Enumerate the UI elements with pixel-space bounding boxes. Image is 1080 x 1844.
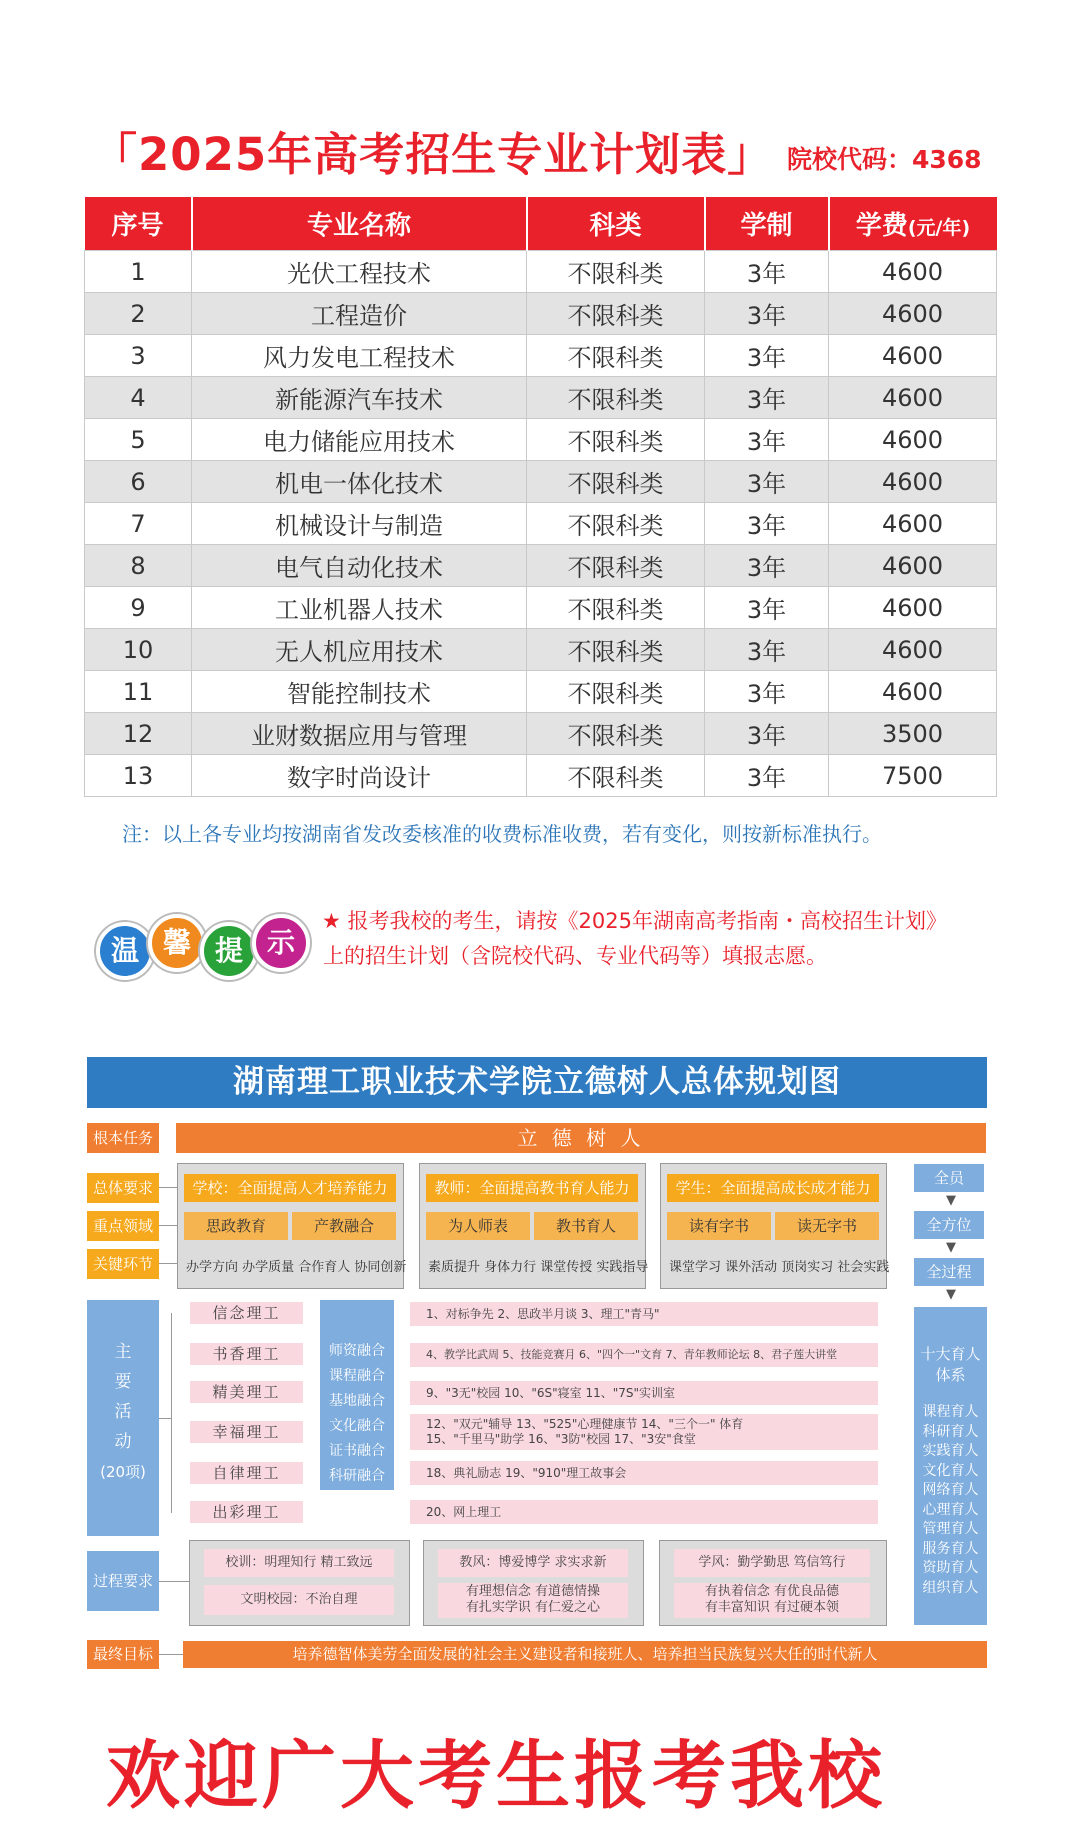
group-head: 教师：全面提高教书育人能力 [426, 1174, 638, 1202]
header-duration: 学制 [705, 197, 829, 251]
root-task-bar: 立 德 树 人 [176, 1123, 986, 1153]
table-cell: 工业机器人技术 [192, 587, 527, 629]
connector [171, 1313, 172, 1513]
label-root-task: 根本任务 [87, 1123, 159, 1153]
activity-reading: 书香理工 [190, 1343, 303, 1365]
side-whole-process: 全过程 [914, 1258, 984, 1286]
process-study-sub [674, 1583, 870, 1618]
table-cell: 4600 [829, 545, 997, 587]
table-cell: 4 [85, 377, 192, 419]
label-key-links: 关键环节 [87, 1249, 159, 1279]
table-cell: 7 [85, 503, 192, 545]
table-cell: 光伏工程技术 [192, 251, 527, 293]
process-motto-box [189, 1540, 410, 1626]
connector [159, 1187, 177, 1188]
fusion-item: 文化融合 [329, 1418, 385, 1434]
activity-beauty: 精美理工 [190, 1381, 303, 1403]
activity-happiness: 幸福理工 [190, 1421, 303, 1443]
table-cell: 3年 [705, 755, 829, 797]
table-cell: 3年 [705, 713, 829, 755]
activity-desc: 20、网上理工 [410, 1500, 878, 1524]
fee-note: 注：以上各专业均按湖南省发改委核准的收费标准收费，若有变化，则按新标准执行。 [122, 822, 882, 846]
ten-system-item: 科研育人 [922, 1423, 979, 1440]
table-cell: 不限科类 [527, 713, 705, 755]
activities-char: 要 [114, 1372, 132, 1392]
table-cell: 3500 [829, 713, 997, 755]
activities-char: 动 [114, 1432, 132, 1452]
connector [159, 1581, 189, 1582]
group-pill: 读有字书 [667, 1212, 771, 1240]
table-cell: 不限科类 [527, 335, 705, 377]
ten-system-item: 文化育人 [922, 1462, 979, 1479]
table-row [85, 419, 997, 461]
group-links: 课堂学习 课外活动 顶岗实习 社会实践 [669, 1260, 890, 1275]
table-row [85, 377, 997, 419]
group-pill: 产教融合 [292, 1212, 396, 1240]
page-title: 「2025年高考招生专业计划表」 [92, 128, 774, 181]
activities-count: (20项) [100, 1463, 146, 1481]
table-cell: 4600 [829, 629, 997, 671]
table-cell: 10 [85, 629, 192, 671]
group-pill: 读无字书 [775, 1212, 879, 1240]
group-head: 学校：全面提高人才培养能力 [184, 1174, 396, 1202]
ten-system-item: 管理育人 [922, 1521, 979, 1537]
table-row [85, 335, 997, 377]
warm-tip-char: 温 [96, 922, 154, 980]
table-cell: 11 [85, 671, 192, 713]
table-cell: 5 [85, 419, 192, 461]
process-teaching: 教风：博爱博学 求实求新 [438, 1549, 628, 1577]
process-study-sub2: 有丰富知识 有过硬本领 [704, 1600, 840, 1615]
table-cell: 电气自动化技术 [192, 545, 527, 587]
group-links: 办学方向 办学质量 合作育人 协同创新 [186, 1260, 407, 1275]
ten-system-item: 资助育人 [922, 1560, 979, 1576]
activity-desc: 1、对标争先 2、思政半月谈 3、理工"青马" [410, 1302, 878, 1326]
ten-system-title2: 体系 [935, 1366, 966, 1384]
activity-belief: 信念理工 [190, 1302, 303, 1324]
process-civil: 文明校园：不治自理 [204, 1585, 394, 1615]
table-header-row [85, 197, 997, 251]
table-cell: 3年 [705, 629, 829, 671]
table-cell: 13 [85, 755, 192, 797]
main-activities-label [87, 1300, 159, 1536]
table-cell: 风力发电工程技术 [192, 335, 527, 377]
table-row [85, 755, 997, 797]
table-cell: 12 [85, 713, 192, 755]
table-cell: 不限科类 [527, 251, 705, 293]
group-pill: 为人师表 [426, 1212, 530, 1240]
table-cell: 3年 [705, 671, 829, 713]
table-cell: 不限科类 [527, 293, 705, 335]
table-cell: 1 [85, 251, 192, 293]
ten-system-item: 课程育人 [922, 1404, 979, 1420]
table-cell: 不限科类 [527, 503, 705, 545]
group-school [177, 1163, 407, 1289]
table-cell: 不限科类 [527, 629, 705, 671]
table-cell: 4600 [829, 251, 997, 293]
final-goal-bar: 培养德智体美劳全面发展的社会主义建设者和接班人、培养担当民族复兴大任的时代新人 [183, 1641, 987, 1668]
activity-excellence: 出彩理工 [190, 1501, 303, 1523]
table-cell: 3年 [705, 461, 829, 503]
group-links: 素质提升 身体力行 课堂传授 实践指导 [428, 1260, 649, 1275]
table-cell: 3年 [705, 419, 829, 461]
table-cell: 不限科类 [527, 755, 705, 797]
activity-desc-group [410, 1414, 878, 1450]
table-cell: 4600 [829, 461, 997, 503]
table-row [85, 545, 997, 587]
header-category: 科类 [527, 197, 705, 251]
activity-discipline: 自律理工 [190, 1462, 303, 1484]
process-study-box [659, 1540, 887, 1626]
welcome-banner: 欢迎广大考生报考我校 [106, 1733, 886, 1819]
activity-desc: 4、教学比武周 5、技能竞赛月 6、"四个一"文育 7、青年教师论坛 8、君子莲大讲堂 [410, 1343, 878, 1367]
warm-tip-line1: ★ 报考我校的考生，请按《2025年湖南高考指南・高校招生计划》 [322, 909, 947, 933]
table-cell: 9 [85, 587, 192, 629]
ten-system-item: 服务育人 [922, 1540, 979, 1557]
fusion-item: 师资融合 [329, 1343, 385, 1359]
label-process: 过程要求 [87, 1551, 159, 1611]
table-cell: 智能控制技术 [192, 671, 527, 713]
ten-system-item: 组织育人 [922, 1579, 979, 1596]
table-cell: 3年 [705, 293, 829, 335]
ten-system-item: 网络育人 [922, 1482, 979, 1498]
fusion-item: 课程融合 [329, 1368, 385, 1384]
fusion-item: 科研融合 [329, 1468, 385, 1484]
header-index: 序号 [85, 197, 192, 251]
enrollment-plan-table [84, 197, 997, 797]
activity-desc: 18、典礼励志 19、"910"理工故事会 [410, 1461, 878, 1485]
fusion-item: 证书融合 [329, 1443, 385, 1459]
warm-tip-char: 示 [252, 914, 310, 972]
side-all-staff: 全员 [914, 1164, 984, 1192]
group-teacher [419, 1163, 649, 1289]
connector [159, 1654, 183, 1655]
group-student [660, 1163, 890, 1289]
table-row [85, 587, 997, 629]
table-cell: 机械设计与制造 [192, 503, 527, 545]
label-key-areas: 重点领域 [87, 1211, 159, 1241]
table-cell: 3年 [705, 545, 829, 587]
group-pill: 思政教育 [184, 1212, 288, 1240]
table-cell: 不限科类 [527, 671, 705, 713]
table-cell: 3年 [705, 251, 829, 293]
side-all-round: 全方位 [914, 1211, 984, 1239]
arrow-down-icon: ▼ [946, 1193, 956, 1208]
table-cell: 3 [85, 335, 192, 377]
table-cell: 不限科类 [527, 419, 705, 461]
plan-diagram-title: 湖南理工职业技术学院立德树人总体规划图 [87, 1057, 987, 1108]
table-cell: 新能源汽车技术 [192, 377, 527, 419]
connector [159, 1225, 177, 1226]
table-row [85, 503, 997, 545]
table-cell: 3年 [705, 503, 829, 545]
table-cell: 7500 [829, 755, 997, 797]
table-cell: 8 [85, 545, 192, 587]
table-row [85, 461, 997, 503]
table-cell: 无人机应用技术 [192, 629, 527, 671]
table-cell: 4600 [829, 377, 997, 419]
process-teaching-box [423, 1540, 644, 1626]
warm-tip-line2: 上的招生计划（含院校代码、专业代码等）填报志愿。 [323, 944, 827, 968]
process-motto: 校训：明理知行 精工致远 [204, 1549, 394, 1577]
fusion-item: 基地融合 [329, 1393, 385, 1409]
activity-desc: 15、"千里马"助学 16、"3防"校园 17、"3安"食堂 [426, 1432, 696, 1446]
table-row [85, 293, 997, 335]
activity-desc: 12、"双元"辅导 13、"525"心理健康节 14、"三个一" 体育 [426, 1417, 744, 1431]
table-cell: 4600 [829, 293, 997, 335]
header-fee-unit: (元/年) [907, 217, 971, 239]
process-teaching-sub [438, 1583, 628, 1618]
ten-system-title: 十大育人 [920, 1345, 981, 1363]
table-cell: 3年 [705, 587, 829, 629]
table-cell: 4600 [829, 503, 997, 545]
process-study-sub1: 有执着信念 有优良品德 [704, 1584, 840, 1599]
activities-char: 主 [114, 1342, 132, 1362]
table-cell: 业财数据应用与管理 [192, 713, 527, 755]
table-cell: 机电一体化技术 [192, 461, 527, 503]
connector [159, 1418, 171, 1419]
table-cell: 6 [85, 461, 192, 503]
table-row [85, 713, 997, 755]
table-cell: 4600 [829, 587, 997, 629]
warm-tip-badge [96, 914, 306, 976]
label-overall: 总体要求 [87, 1173, 159, 1203]
table-row [85, 251, 997, 293]
arrow-down-icon: ▼ [946, 1240, 956, 1255]
header-fee [829, 197, 997, 251]
warm-tip-char: 提 [200, 922, 258, 980]
arrow-down-icon: ▼ [946, 1287, 956, 1302]
table-cell: 3年 [705, 335, 829, 377]
label-final-goal: 最终目标 [87, 1640, 159, 1669]
ten-system-item: 心理育人 [922, 1501, 979, 1518]
activities-char: 活 [114, 1402, 132, 1422]
process-teaching-sub2: 有扎实学识 有仁爱之心 [465, 1600, 601, 1615]
ten-system-list [914, 1403, 987, 1598]
table-cell: 4600 [829, 335, 997, 377]
table-cell: 工程造价 [192, 293, 527, 335]
table-cell: 不限科类 [527, 587, 705, 629]
group-head: 学生：全面提高成长成才能力 [667, 1174, 879, 1202]
table-row [85, 629, 997, 671]
table-cell: 不限科类 [527, 545, 705, 587]
table-row [85, 671, 997, 713]
table-cell: 不限科类 [527, 377, 705, 419]
table-cell: 数字时尚设计 [192, 755, 527, 797]
table-cell: 3年 [705, 377, 829, 419]
connector [159, 1263, 177, 1264]
table-cell: 2 [85, 293, 192, 335]
ten-system-item: 实践育人 [922, 1443, 979, 1459]
header-major: 专业名称 [192, 197, 527, 251]
activity-desc: 9、"3无"校园 10、"6S"寝室 11、"7S"实训室 [410, 1381, 878, 1405]
warm-tip-char: 馨 [148, 914, 206, 972]
table-cell: 4600 [829, 671, 997, 713]
table-cell: 不限科类 [527, 461, 705, 503]
process-teaching-sub1: 有理想信念 有道德情操 [465, 1584, 601, 1599]
ten-education-system [914, 1307, 987, 1625]
school-code: 院校代码：4368 [787, 145, 982, 174]
header-fee-label: 学费 [855, 211, 908, 241]
process-study: 学风：勤学勤思 笃信笃行 [674, 1549, 870, 1577]
table-cell: 电力储能应用技术 [192, 419, 527, 461]
table-cell: 4600 [829, 419, 997, 461]
group-pill: 教书育人 [534, 1212, 638, 1240]
